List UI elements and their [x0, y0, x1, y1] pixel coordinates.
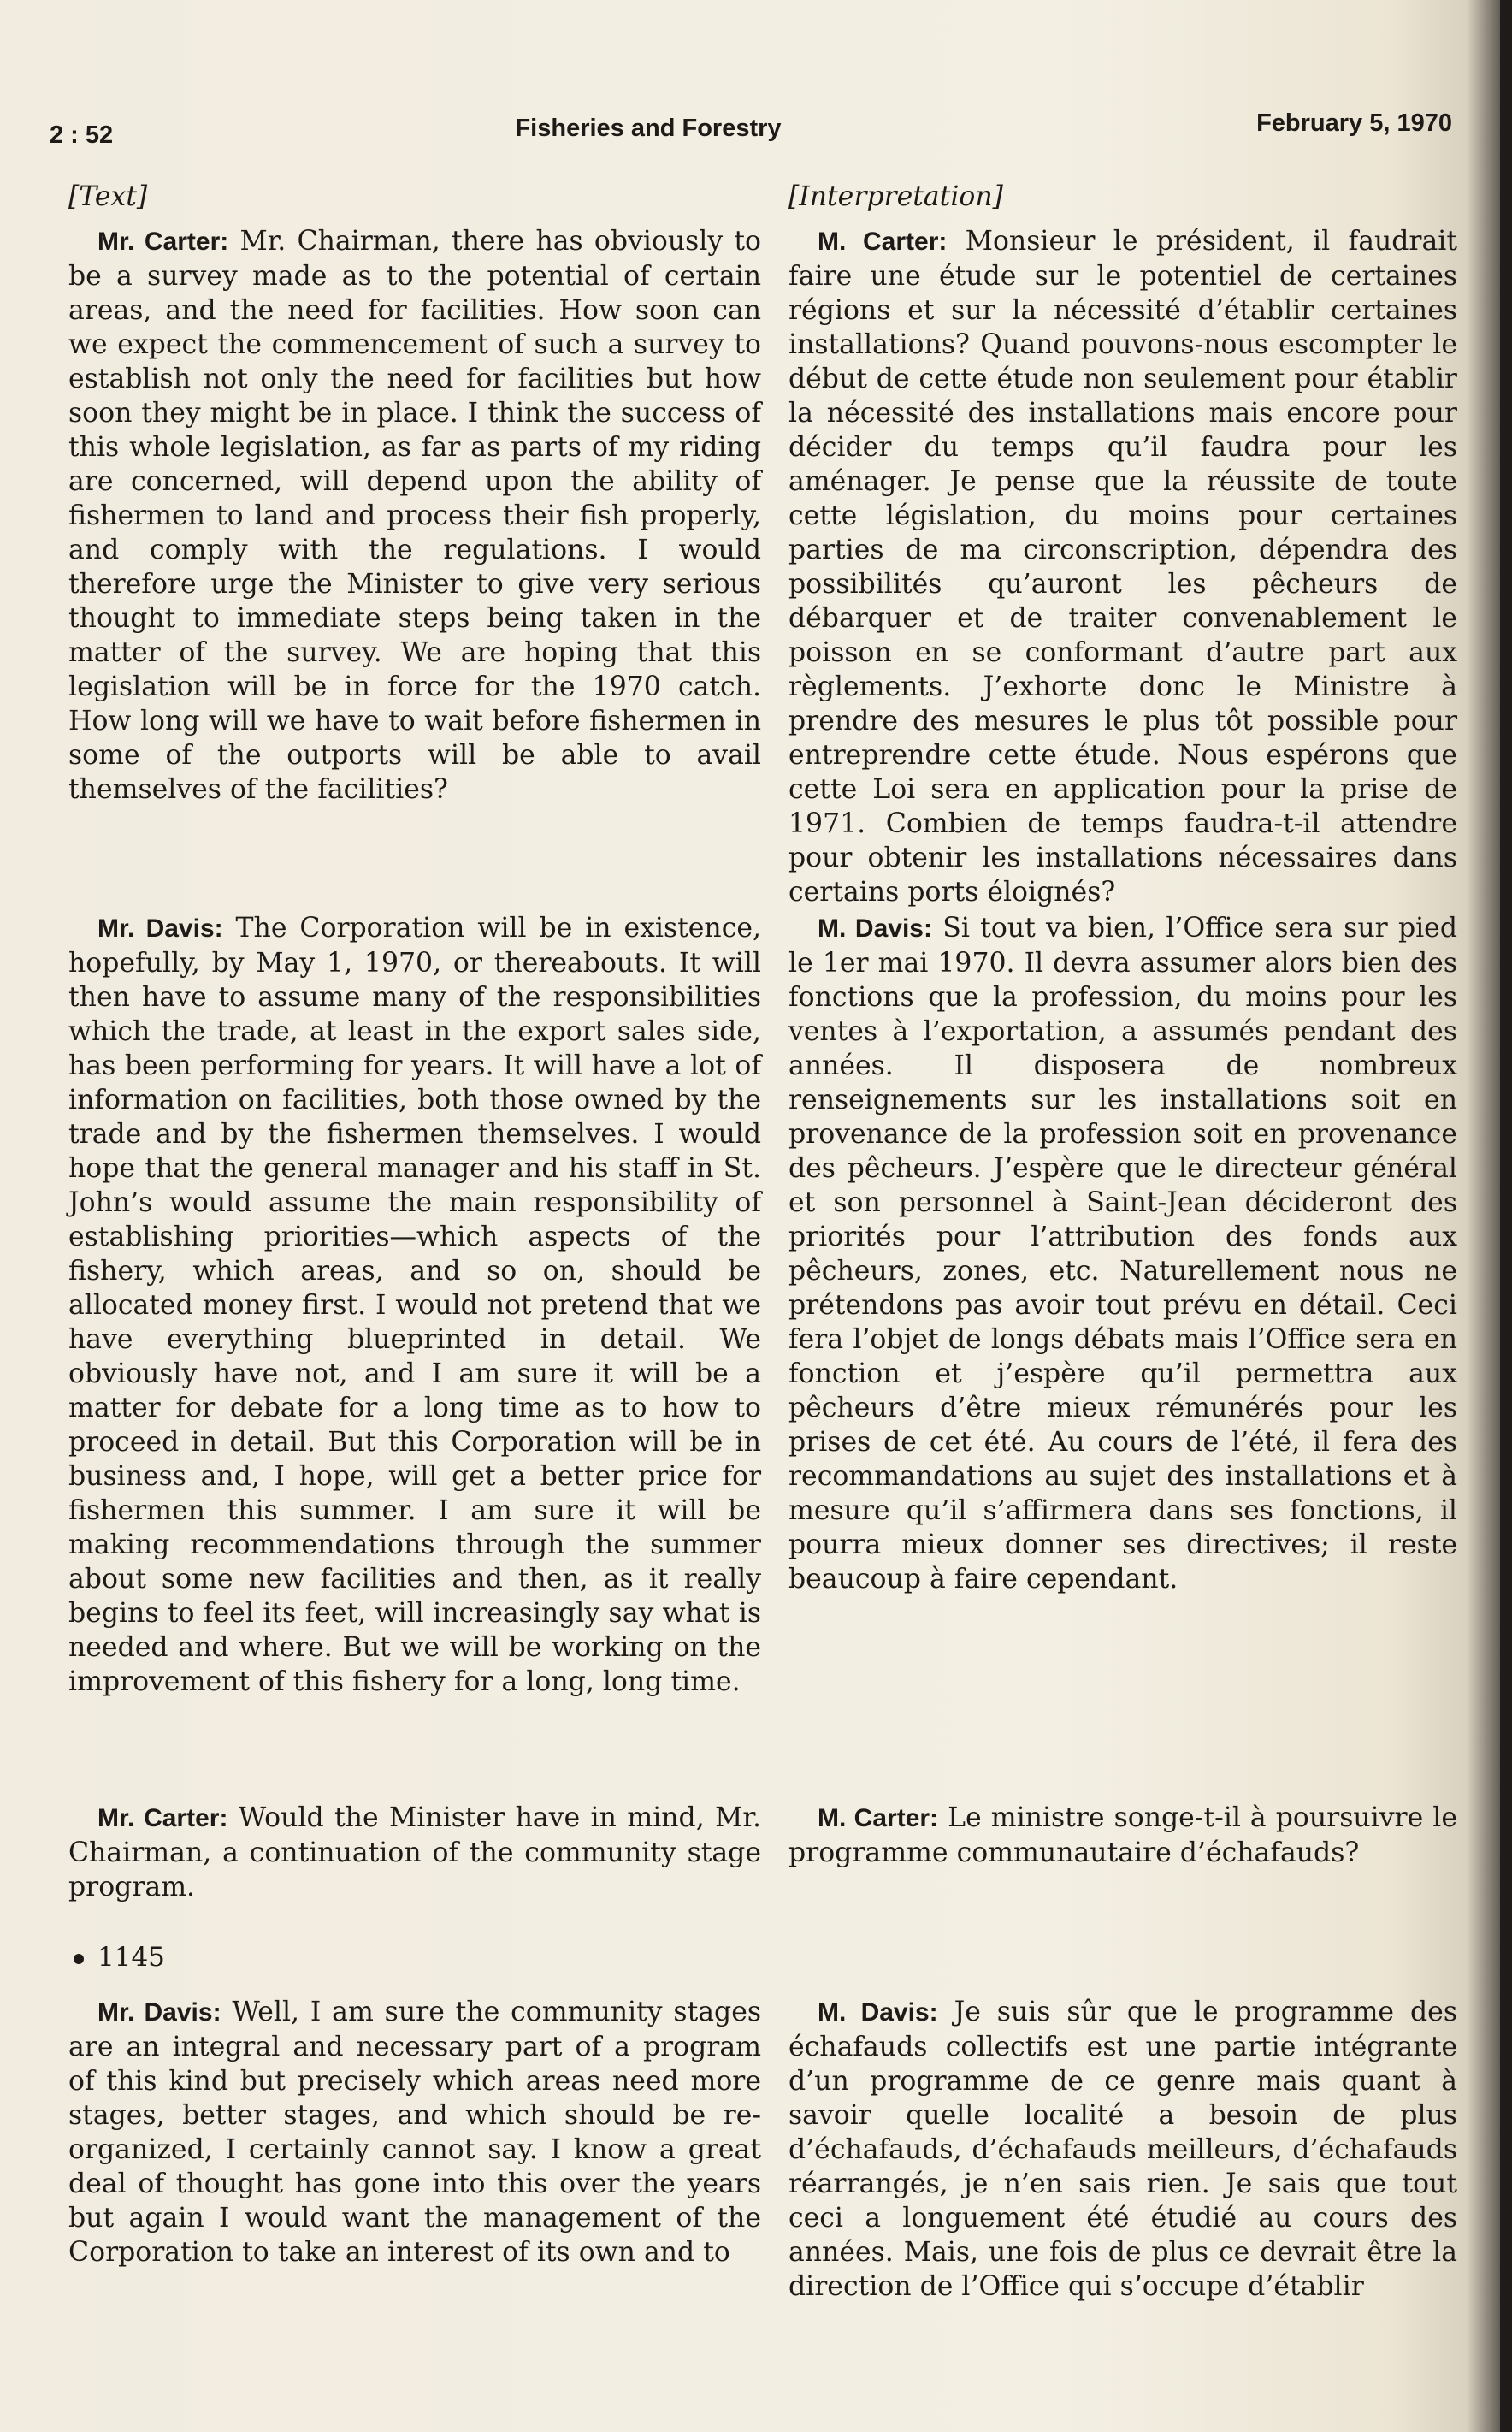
paragraph-text: Monsieur le président, il faudrait faire une étude sur le potentiel de certaines régions et sur la nécessité d’établir certaines installations? Quand pouvons-nous escompter le début de cette étude non seulement pour établir la nécessité des installations mais encore pour décider du temps qu’il faudra pour les aménager. Je pense que la réussite de toute cette législation, du moins pour certaines parties de ma circonscription, dépendra des possibilités qu’auront les pêcheurs de débarquer et de traiter convenablement le poisson en se conformant d’autre part aux règlements. J’exhorte donc le Ministre à prendre des mesures le plus tôt possible pour entreprendre cette étude. Nous espérons que cette Loi sera en application pour la prise de 1971. Combien de temps faudra-t-il attendre pour obtenir les installations nécessaires dans certains ports éloignés? [788, 226, 1457, 908]
paragraph-davis-1 [68, 911, 761, 1699]
paragraph-carter-1 [68, 224, 761, 807]
paragraph-text: Je suis sûr que le programme des échafauds collectifs est une partie intégrante d’un programme de ce genre mais quant à savoir quelle localité a besoin de plus d’échafauds, d’échafauds meilleurs, d’échafauds réarrangés, je n’en sais rien. Je sais que tout ceci a longuement été étudié au cours des années. Mais, une fois de plus ce devrait être la direction de l’Office qui s’occupe d’établir [788, 1997, 1457, 2302]
page-number: 2 : 52 [50, 121, 114, 149]
speaker-name: Mr. Davis: [97, 1998, 221, 2027]
speaker-name: Mr. Davis: [97, 914, 223, 943]
text-label: [Text] [68, 181, 148, 212]
paragraph-carter-2-fr [788, 1801, 1457, 1870]
paragraph-text: Le ministre songe-t-il à poursuivre le programme communautaire d’échafauds? [788, 1802, 1458, 1868]
page-title: Fisheries and Forestry [515, 115, 782, 142]
french-column [788, 180, 1464, 2302]
book-spine-shadow [1500, 0, 1512, 2432]
english-column [68, 180, 762, 2268]
interpretation-label: [Interpretation] [788, 181, 1003, 212]
paragraph-text: Well, I am sure the community stages are an integral and necessary part of a program of this kind but precisely which areas need more stages, better stages, and which should be re-organized, I certainly cannot say. I know a great deal of thought has gone into this over the years but again I would want the management of the Corporation to take an interest of its own and to [68, 1997, 761, 2268]
speaker-name: M. Carter: [818, 1804, 939, 1832]
speaker-name: M. Davis: [818, 1998, 938, 2027]
paragraph-carter-1-fr [788, 224, 1457, 909]
paragraph-davis-1-fr [788, 911, 1457, 1596]
speaker-name: M. Carter: [818, 228, 948, 256]
paragraph-text: The Corporation will be in existence, hopefully, by May 1, 1970, or thereabouts. It will then have to assume many of the responsibilities which the trade, at least in the export sales side, has been performing for years. It will have a lot of information on facilities, both those owned by the trade and by the fishermen themselves. I would hope that the general manager and his staff in St. John’s would assume the main responsibility of establishing priorities—which aspects of the fishery, which areas, and so on, should be allocated money first. I would not pretend that we have everything blueprinted in detail. We obviously have not, and I am sure it will be a matter for debate for a long time as to how to proceed in detail. But this Corporation will be in business and, I hope, will get a better price for fishermen this summer. I am sure it will be making recommendations through the summer about some new facilities and then, as it really begins to feel its feet, will increasingly say what is needed and where. But we will be working on the improvement of this fishery for a long, long time. [68, 913, 761, 1697]
paragraph-text: Would the Minister have in mind, Mr. Chairman, a continuation of the community stage program. [68, 1802, 762, 1902]
paragraph-text: Si tout va bien, l’Office sera sur pied le 1er mai 1970. Il devra assumer alors bien des fonctions que la profession, du moins pour les ventes à l’exportation, a assumés pendant des années. Il disposera de nombreux renseignements sur les installations soit en provenance de la profession soit en provenance des pêcheurs. J’espère que le directeur général et son personnel à Saint-Jean décideront des priorités pour l’attribution des fonds aux pêcheurs, zones, etc. Naturellement nous ne prétendons pas avoir tout prévu en détail. Ceci fera l’objet de longs débats mais l’Office sera en fonction et j’espère qu’il permettra aux pêcheurs d’être mieux rémunérés pour les prises de cet été. Au cours de l’été, il fera des recommandations au sujet des installations et à mesure qu’il s’affirmera dans ses fonctions, il pourra mieux donner ses directives; il reste beaucoup à faire cependant. [788, 913, 1457, 1595]
paragraph-davis-2 [68, 1995, 761, 2269]
speaker-name: Mr. Carter: [97, 1804, 228, 1832]
page-date: February 5, 1970 [1256, 109, 1452, 137]
speaker-name: M. Davis: [818, 914, 932, 943]
paragraph-carter-2 [68, 1801, 761, 1904]
running-header [50, 109, 1452, 152]
paragraph-davis-2-fr [788, 1995, 1457, 2304]
time-marker-value: 1145 [97, 1942, 165, 1973]
bullet-icon [74, 1954, 84, 1964]
speaker-name: Mr. Carter: [97, 228, 229, 256]
paragraph-text: Mr. Chairman, there has obviously to be a survey made as to the potential of certain areas, and the need for facilities. How soon can we expect the commencement of such a survey to establish not only the need for facilities but how soon they might be in place. I think the success of this whole legislation, as far as parts of my riding are concerned, will depend upon the ability of fishermen to land and process their fish properly, and comply with the regulations. I would therefore urge the Minister to give very serious thought to immediate steps being taken in the matter of the survey. We are hoping that this legislation will be in force for the 1970 catch. How long will we have to wait before fishermen in some of the outports will be able to avail themselves of the facilities? [68, 226, 761, 805]
time-marker [74, 1940, 165, 1974]
